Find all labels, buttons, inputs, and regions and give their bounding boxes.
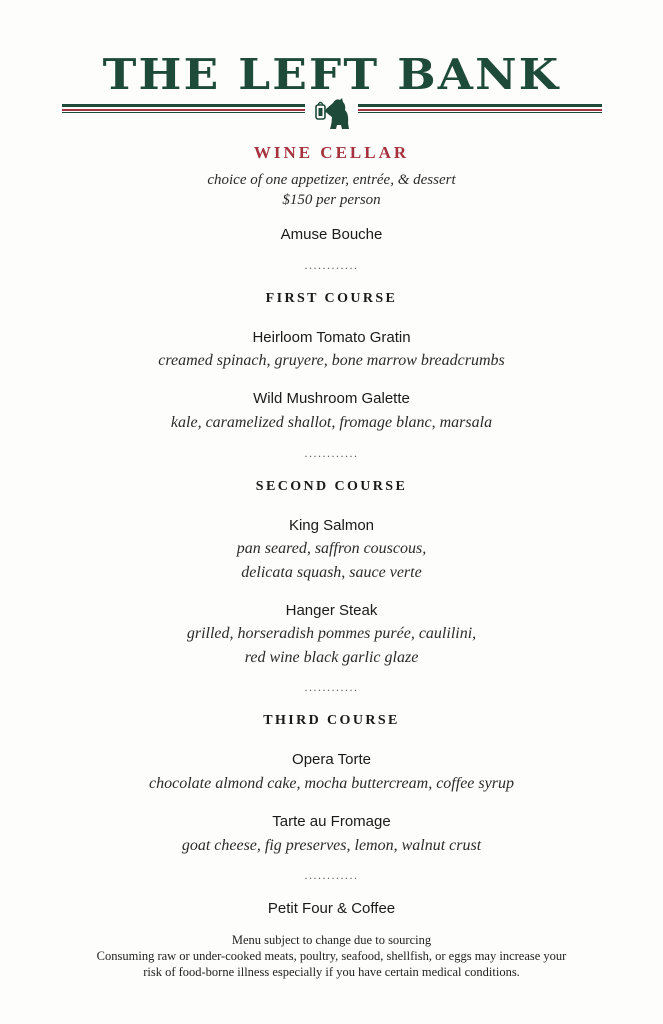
separator: ............ xyxy=(304,680,359,694)
footer-note-line1: Menu subject to change due to sourcing xyxy=(231,933,432,947)
dish-description: kale, caramelized shallot, fromage blanc, marsala xyxy=(170,414,493,431)
header-rule-left xyxy=(62,100,305,116)
dish-description: creamed spinach, gruyere, bone marrow breadcrumbs xyxy=(158,352,505,369)
dish-name: King Salmon xyxy=(288,517,375,534)
course-title-third: THIRD COURSE xyxy=(263,713,400,728)
footer-note-line2: Consuming raw or under-cooked meats, poultry, seafood, shellfish, or eggs may increase your xyxy=(96,949,567,963)
course-title-second: SECOND COURSE xyxy=(255,479,408,494)
header-rule-right xyxy=(358,100,602,116)
petit-four-coffee: Petit Four & Coffee xyxy=(267,900,396,917)
price-note-line2: $150 per person xyxy=(282,192,381,208)
separator: ............ xyxy=(304,446,359,460)
dish-description: grilled, horseradish pommes purée, caulilini, xyxy=(186,625,477,642)
bear-holding-lantern-icon xyxy=(311,95,353,133)
dish-name: Wild Mushroom Galette xyxy=(253,390,410,407)
footer-note-line3: risk of food-borne illness especially if you have certain medical conditions. xyxy=(143,965,520,979)
dish-name: Heirloom Tomato Gratin xyxy=(252,329,411,346)
dish-name: Tarte au Fromage xyxy=(272,813,391,830)
dish-description: chocolate almond cake, mocha buttercream, coffee syrup xyxy=(149,775,514,792)
brand-title: THE LEFT BANK xyxy=(102,50,561,99)
section-title: WINE CELLAR xyxy=(253,143,410,162)
amuse-bouche: Amuse Bouche xyxy=(280,226,383,243)
dish-description: delicata squash, sauce verte xyxy=(241,564,422,581)
dish-name: Opera Torte xyxy=(292,751,371,768)
dish-name: Hanger Steak xyxy=(285,602,378,619)
course-title-first: FIRST COURSE xyxy=(265,291,398,306)
price-note-line1: choice of one appetizer, entrée, & dessert xyxy=(207,172,456,188)
dish-description: goat cheese, fig preserves, lemon, walnut crust xyxy=(181,837,482,854)
separator: ............ xyxy=(304,258,359,272)
separator: ............ xyxy=(304,868,359,882)
dish-description: red wine black garlic glaze xyxy=(244,649,419,666)
dish-description: pan seared, saffron couscous, xyxy=(236,540,427,557)
